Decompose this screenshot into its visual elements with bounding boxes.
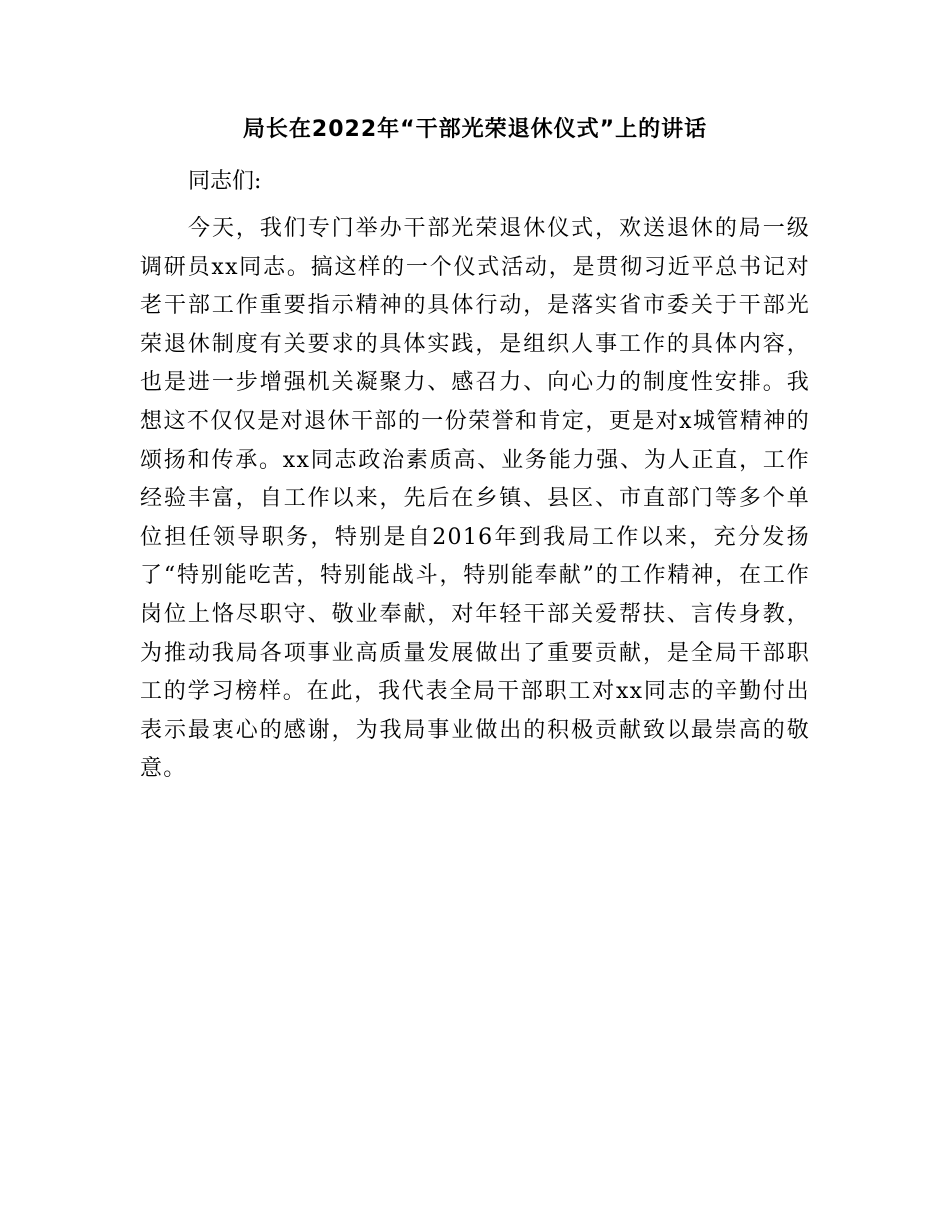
body-paragraph: 今天，我们专门举办干部光荣退休仪式，欢送退休的局一级调研员xx同志。搞这样的一个仪式活动，是贯彻习近平总书记对老干部工作重要指示精神的具体行动，是落实省市委关于干部光荣退休制度有关要求的具体实践，是组织人事工作的具体内容，也是进一步增强机关凝聚力、感召力、向心力的制度性安排。我想这不仅仅是对退休干部的一份荣誉和肯定，更是对x城管精神的颂扬和传承。xx同志政治素质高、业务能力强、为人正直，工作经验丰富，自工作以来，先后在乡镇、县区、市直部门等多个单位担任领导职务，特别是自2016年到我局工作以来，充分发扬了“特别能吃苦，特别能战斗，特别能奉献”的工作精神，在工作岗位上恪尽职守、敬业奉献，对年轻干部关爱帮扶、言传身教，为推动我局各项事业高质量发展做出了重要贡献，是全局干部职工的学习榜样。在此，我代表全局干部职工对xx同志的辛勤付出表示最衷心的感谢，为我局事业做出的积极贡献致以最崇高的敬意。: [140, 216, 810, 782]
document-title: 局长在2022年“干部光荣退休仪式”上的讲话: [242, 117, 708, 142]
salutation: 同志们:: [188, 169, 262, 194]
